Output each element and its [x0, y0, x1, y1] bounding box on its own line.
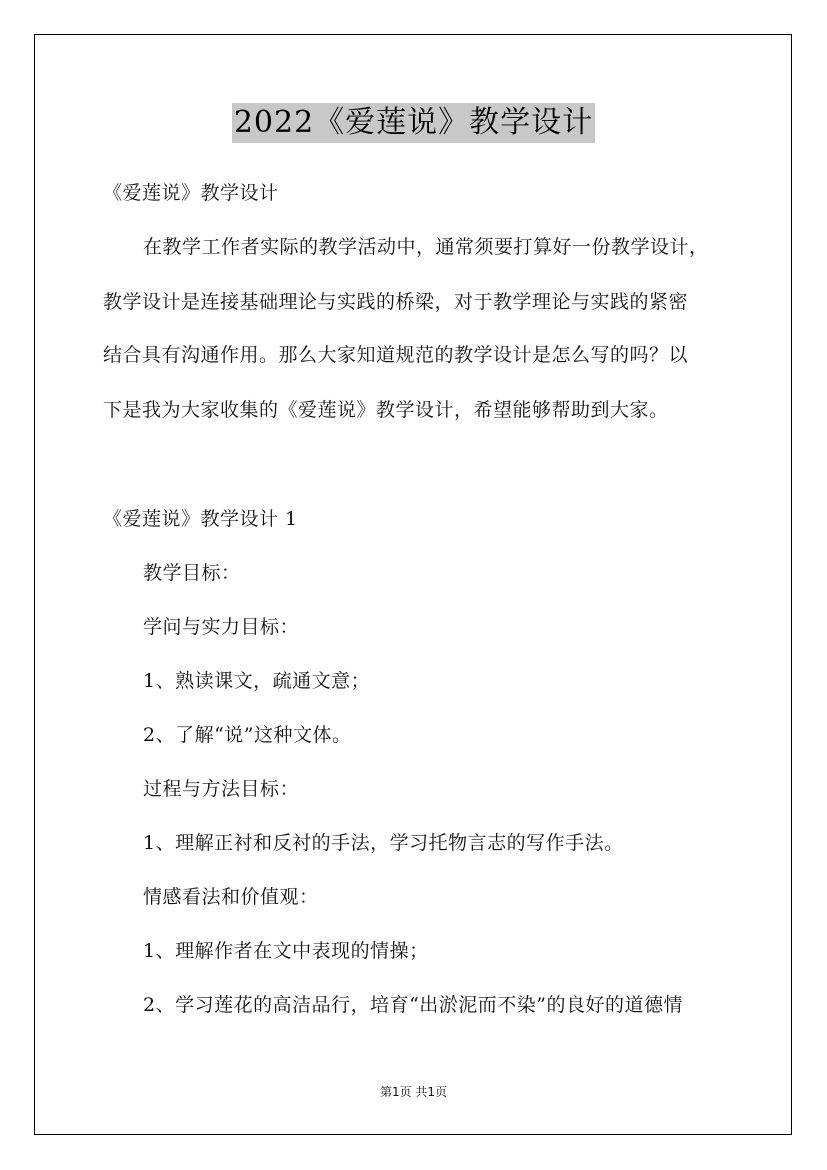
intro-line: 结合具有沟通作用。那么大家知道规范的教学设计是怎么写的吗？以 [103, 344, 689, 366]
section-line: 2、了解“说”这种文体。 [143, 724, 352, 746]
section-heading: 《爱莲说》教学设计 1 [103, 508, 298, 530]
intro-line: 教学设计是连接基础理论与实践的桥梁，对于教学理论与实践的紧密 [103, 291, 689, 313]
section-line: 学问与实力目标： [143, 616, 300, 638]
section-line: 2、学习莲花的高洁品行，培育“出淤泥而不染”的良好的道德情 [143, 994, 684, 1016]
section-line: 情感看法和价值观： [143, 886, 319, 908]
section-line: 过程与方法目标： [143, 778, 300, 800]
document-subtitle: 《爱莲说》教学设计 [103, 182, 279, 204]
document-title: 2022《爱莲说》教学设计 [0, 102, 827, 143]
intro-line: 在教学工作者实际的教学活动中，通常须要打算好一份教学设计， [143, 236, 709, 258]
page-footer: 第1页 共1页 [379, 1085, 448, 1099]
section-line: 教学目标： [143, 562, 241, 584]
section-line: 1、理解作者在文中表现的情操； [143, 940, 429, 962]
section-line: 1、理解正衬和反衬的手法，学习托物言志的写作手法。 [143, 832, 624, 854]
section-line: 1、熟读课文，疏通文意； [143, 670, 371, 692]
intro-line: 下是我为大家收集的《爱莲说》教学设计，希望能够帮助到大家。 [103, 399, 669, 421]
